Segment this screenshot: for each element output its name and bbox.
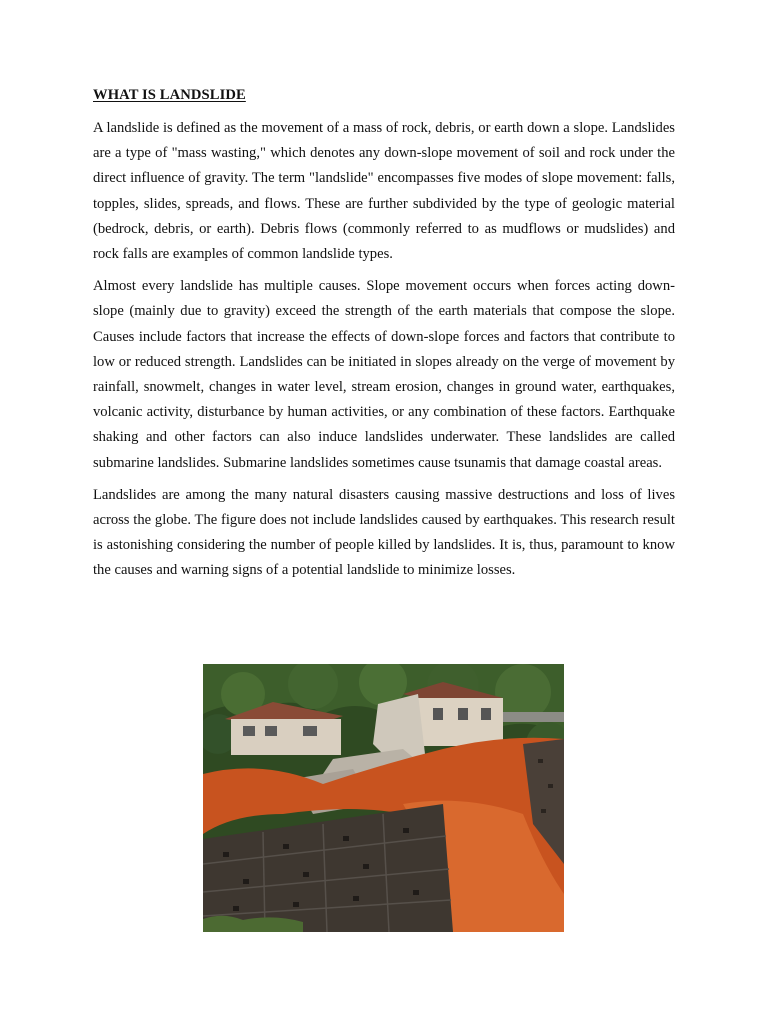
document-body: [93, 84, 675, 591]
paragraph-impact: Landslides are among the many natural disasters causing massive destructions and loss of lives across the globe. The figure does not include landslides caused by earthquakes. This research result is astonishing considering the number of people killed by landslides. It is, thus, paramount to know the causes and warning signs of a potential landslide to minimize losses.: [93, 486, 675, 579]
paragraph-definition: A landslide is defined as the movement of a mass of rock, debris, or earth down a slope. Landslides are a type of "mass wasting," which denotes any down-slope movement of soil and rock under the direct influence of gravity. The term "landslide" encompasses five modes of slope movement: falls, topples, slides, spreads, and flows. These are further subdivided by the type of geologic material (bedrock, debris, or earth). Debris flows (commonly referred to as mudflows or mudslides) and rock falls are examples of common landslide types.: [93, 120, 675, 263]
paragraph-causes: Almost every landslide has multiple causes. Slope movement occurs when forces acting down-slope (mainly due to gravity) exceed the strength of the earth materials that compose the slope. Causes include factors that increase the effects of down-slope forces and factors that contribute to low or reduced strength. Landslides can be initiated in slopes already on the verge of movement by rainfall, snowmelt, changes in water level, stream erosion, changes in ground water, earthquakes, volcanic activity, disturbance by human activities, or any combination of these factors. Earthquake shaking and other factors can also induce landslides underwater. These landslides are called submarine landslides. Submarine landslides sometimes cause tsunamis that damage coastal areas.: [93, 278, 675, 471]
landslide-photo: [203, 664, 564, 932]
document-heading: WHAT IS LANDSLIDE: [93, 87, 246, 103]
landslide-illustration: [203, 664, 564, 932]
